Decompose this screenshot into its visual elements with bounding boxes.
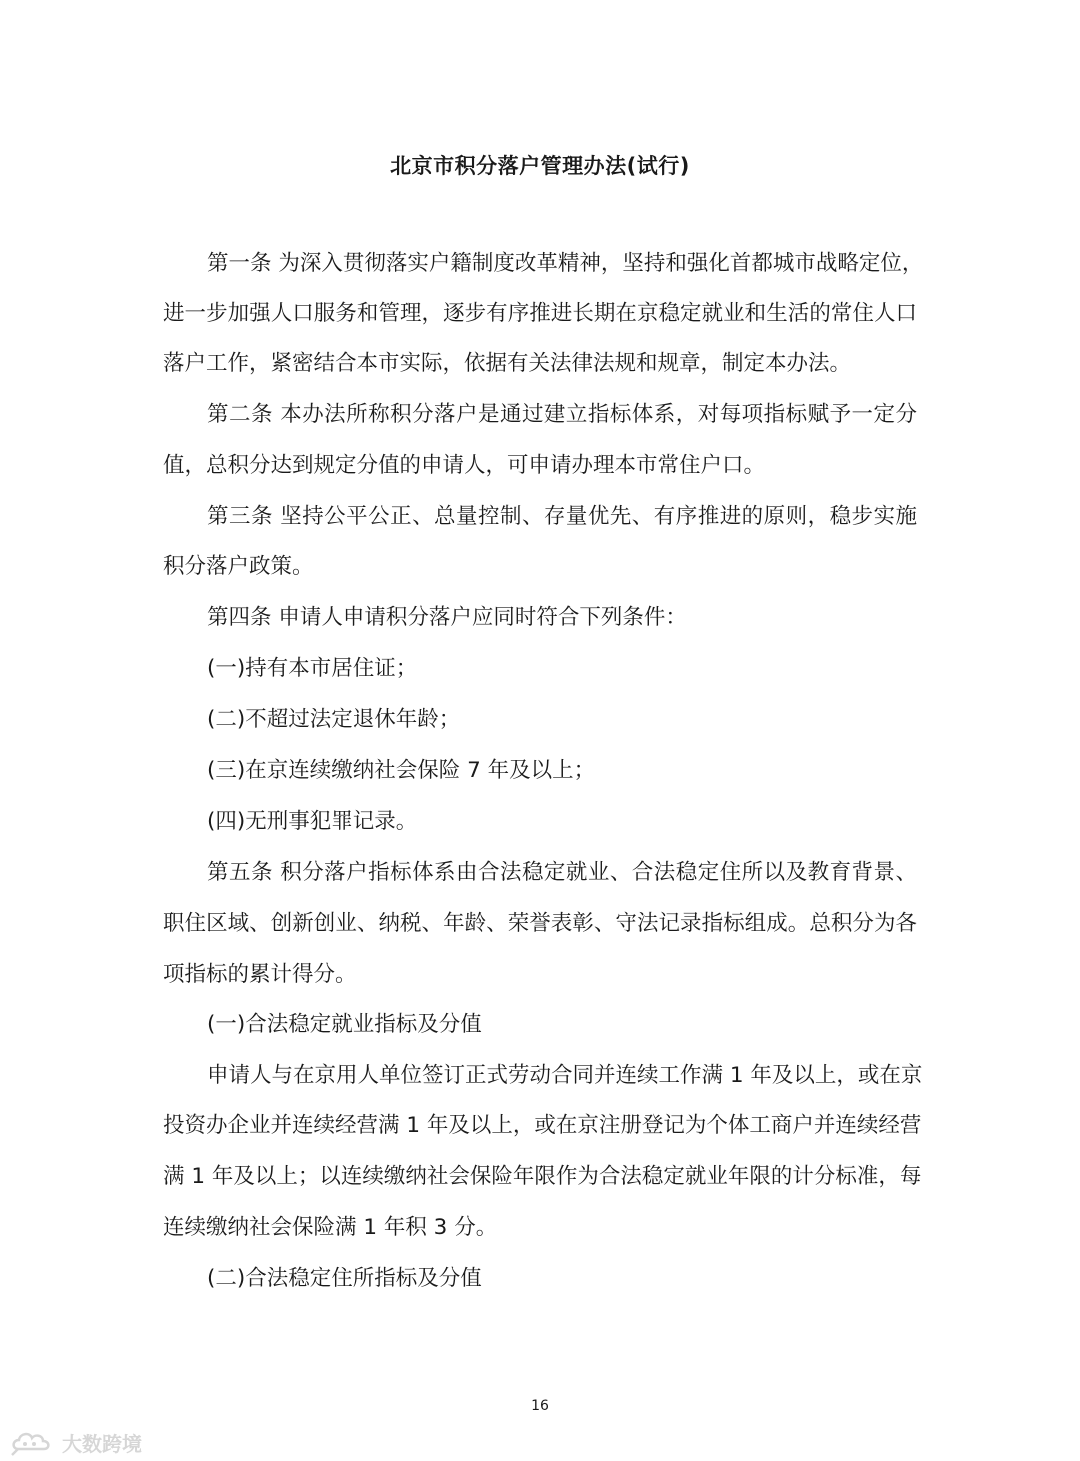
text-line: (一)合法稳定就业指标及分值 [207,1012,482,1037]
text-line: 满 1 年及以上；以连续缴纳社会保险年限作为合法稳定就业年限的计分标准，每 [163,1164,922,1189]
text-line: 第三条 坚持公平公正、总量控制、存量优先、有序推进的原则，稳步实施 [207,504,917,529]
text-line: 积分落户政策。 [163,554,314,579]
text-line: 落户工作，紧密结合本市实际，依据有关法律法规和规章，制定本办法。 [163,351,852,376]
cloud-logo-icon [10,1427,56,1457]
text-line: 职住区域、创新创业、纳税、年龄、荣誉表彰、守法记录指标组成。总积分为各 [163,911,917,936]
text-line: 进一步加强人口服务和管理，逐步有序推进长期在京稳定就业和生活的常住人口 [163,301,917,326]
watermark-text: 大数跨境 [62,1431,142,1456]
text-line: 投资办企业并连续经营满 1 年及以上，或在京注册登记为个体工商户并连续经营 [163,1113,922,1138]
page-number: 16 [531,1398,549,1414]
text-line: (二)合法稳定住所指标及分值 [207,1266,482,1291]
text-line: (一)持有本市居住证； [207,656,418,681]
text-line: (三)在京连续缴纳社会保险 7 年及以上； [207,758,596,783]
text-line: 连续缴纳社会保险满 1 年积 3 分。 [163,1215,498,1240]
text-line: 值，总积分达到规定分值的申请人，可申请办理本市常住户口。 [163,453,766,478]
text-line: (二)不超过法定退休年龄； [207,707,461,732]
text-line: (四)无刑事犯罪记录。 [207,809,418,834]
page-title: 北京市积分落户管理办法(试行) [390,154,690,178]
watermark [10,1424,142,1460]
text-line: 项指标的累计得分。 [163,962,357,987]
text-line: 第五条 积分落户指标体系由合法稳定就业、合法稳定住所以及教育背景、 [207,860,917,885]
text-line: 第一条 为深入贯彻落实户籍制度改革精神，坚持和强化首都城市战略定位， [207,251,924,276]
text-line: 第四条 申请人申请积分落户应同时符合下列条件： [207,605,687,630]
text-line: 申请人与在京用人单位签订正式劳动合同并连续工作满 1 年及以上，或在京 [207,1063,923,1088]
text-line: 第二条 本办法所称积分落户是通过建立指标体系，对每项指标赋予一定分 [207,402,917,427]
